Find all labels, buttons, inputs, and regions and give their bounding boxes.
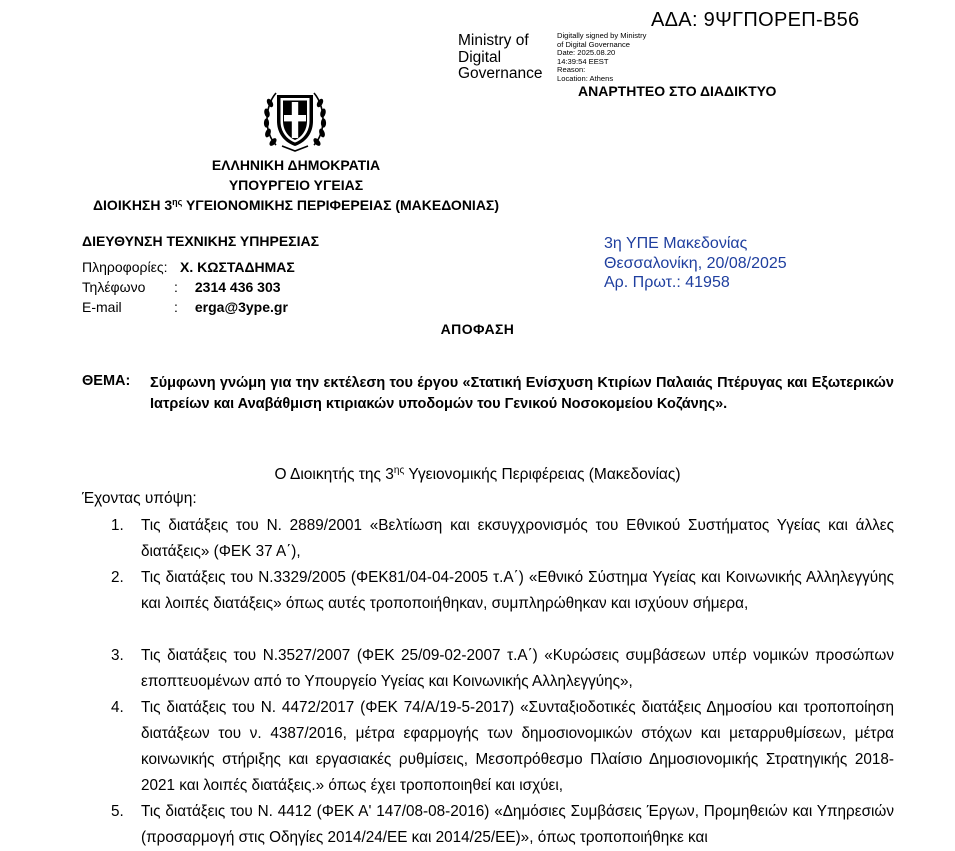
list-item: 3. Τις διατάξεις του Ν.3527/2007 (ΦΕΚ 25/09-02-2007 τ.Α΄) «Κυρώσεις συμβάσεων υπέρ νομικών προσώπων εποπτευομένων από το Υπουργείο Υγείας και Κοινωνικής Αλληλεγγύης», [111, 647, 894, 690]
digital-signature-org: Ministry of Digital Governance [458, 32, 543, 82]
ref-protocol-number: Αρ. Πρωτ.: 41958 [604, 274, 730, 291]
header-ministry: ΥΠΟΥΡΓΕΙΟ ΥΓΕΙΑΣ [228, 177, 364, 193]
subject-label: ΘΕΜΑ: [82, 373, 131, 389]
coat-of-arms-icon [262, 85, 328, 155]
ref-place-date: Θεσσαλονίκη, 20/08/2025 [604, 255, 787, 272]
ref-authority: 3η ΥΠΕ Μακεδονίας [604, 235, 748, 252]
issuer-line: Ο Διοικητής της $3^{\eta\varsigma}$ Υγειονομικής Περιφέρειας (Μακεδονίας) [274, 465, 681, 483]
header-administration: ΔΙΟΙΚΗΣΗ $3^{\eta\varsigma}$ ΥΓΕΙΟΝΟΜΙΚΗΣ ΠΕΡΙΦΕΡΕΙΑΣ (ΜΑΚΕΔΟΝΙΑΣ) [92, 197, 499, 213]
list-item: 2. Τις διατάξεις του Ν.3329/2005 (ΦΕΚ81/04-04-2005 τ.Α΄) «Εθνικό Σύστημα Υγείας και Κοινωνικής Αλληλεγγύης και λοιπές διατάξεις» όπως αυτές τροποποιήθηκαν, συμπληρώθηκαν και ισχύουν σήμερα, [111, 569, 894, 612]
list-item: 4. Τις διατάξεις του Ν. 4472/2017 (ΦΕΚ 74/Α/19-5-2017) «Συνταξιοδοτικές διατάξεις Δημοσίου και τροποποίηση διατάξεων του ν. 4387/2016, μέτρα εφαρμογής των δημοσιονομικών στόχων και μεταρρυθμίσεων, μέτρα κοινωνικής στήριξης και εργασιακές ρυθμίσεις, Μεσοπρόθεσμο Πλαίσιο Δημοσιονομικής Στρατηγικής 2018-2021 και λοιπές διατάξεις.» όπως έχει τροποποιηθεί και ισχύει, [111, 699, 894, 794]
document-title: ΑΠΟΦΑΣΗ [440, 321, 515, 337]
list-item: 1. Τις διατάξεις του Ν. 2889/2001 «Βελτίωση και εκσυγχρονισμός του Εθνικού Συστήματος Υγείας και άλλες διατάξεις» (ΦΕΚ 37 Α΄), [111, 517, 894, 560]
publish-online-notice: ΑΝΑΡΤΗΤΕΟ ΣΤΟ ΔΙΑΔΙΚΤΥΟ [578, 83, 777, 99]
list-item: 5. Τις διατάξεις του Ν. 4412 (ΦΕΚ Α' 147/08-08-2016) «Δημόσιες Συμβάσεις Έργων, Προμηθειών και Υπηρεσιών (προσαρμογή στις Οδηγίες 2014/24/ΕΕ και 2014/25/ΕΕ)», όπως τροποποιήθηκε και [111, 803, 894, 846]
contact-info-row: Πληροφορίες: Χ. ΚΩΣΤΑΔΗΜΑΣ [82, 259, 295, 275]
subject-text: Σύμφωνη γνώμη για την εκτέλεση του έργου «Στατική Ενίσχυση Κτιρίων Παλαιάς Πτέρυγας και Εξωτερικών Ιατρείων και Αναβάθμιση κτιριακών υποδομών του Γενικού Νοσοκομείου Κοζάνης». [150, 375, 894, 412]
digital-signature-details: Digitally signed by Ministry of Digital Governance Date: 2025.08.20 14:39:54 EEST Reason: Location: Athens [557, 31, 647, 83]
contact-phone-row: Τηλέφωνο : 2314 436 303 [82, 279, 281, 295]
considering-heading: Έχοντας υπόψη: [82, 490, 197, 507]
department-name: ΔΙΕΥΘΥΝΣΗ ΤΕΧΝΙΚΗΣ ΥΠΗΡΕΣΙΑΣ [82, 233, 319, 249]
ada-code: ΑΔΑ: 9ΨΓΠΟΡΕΠ-Β56 [651, 9, 860, 31]
contact-email-row: E-mail : erga@3ype.gr [82, 299, 288, 315]
header-republic: ΕΛΛΗΝΙΚΗ ΔΗΜΟΚΡΑΤΙΑ [211, 157, 381, 173]
